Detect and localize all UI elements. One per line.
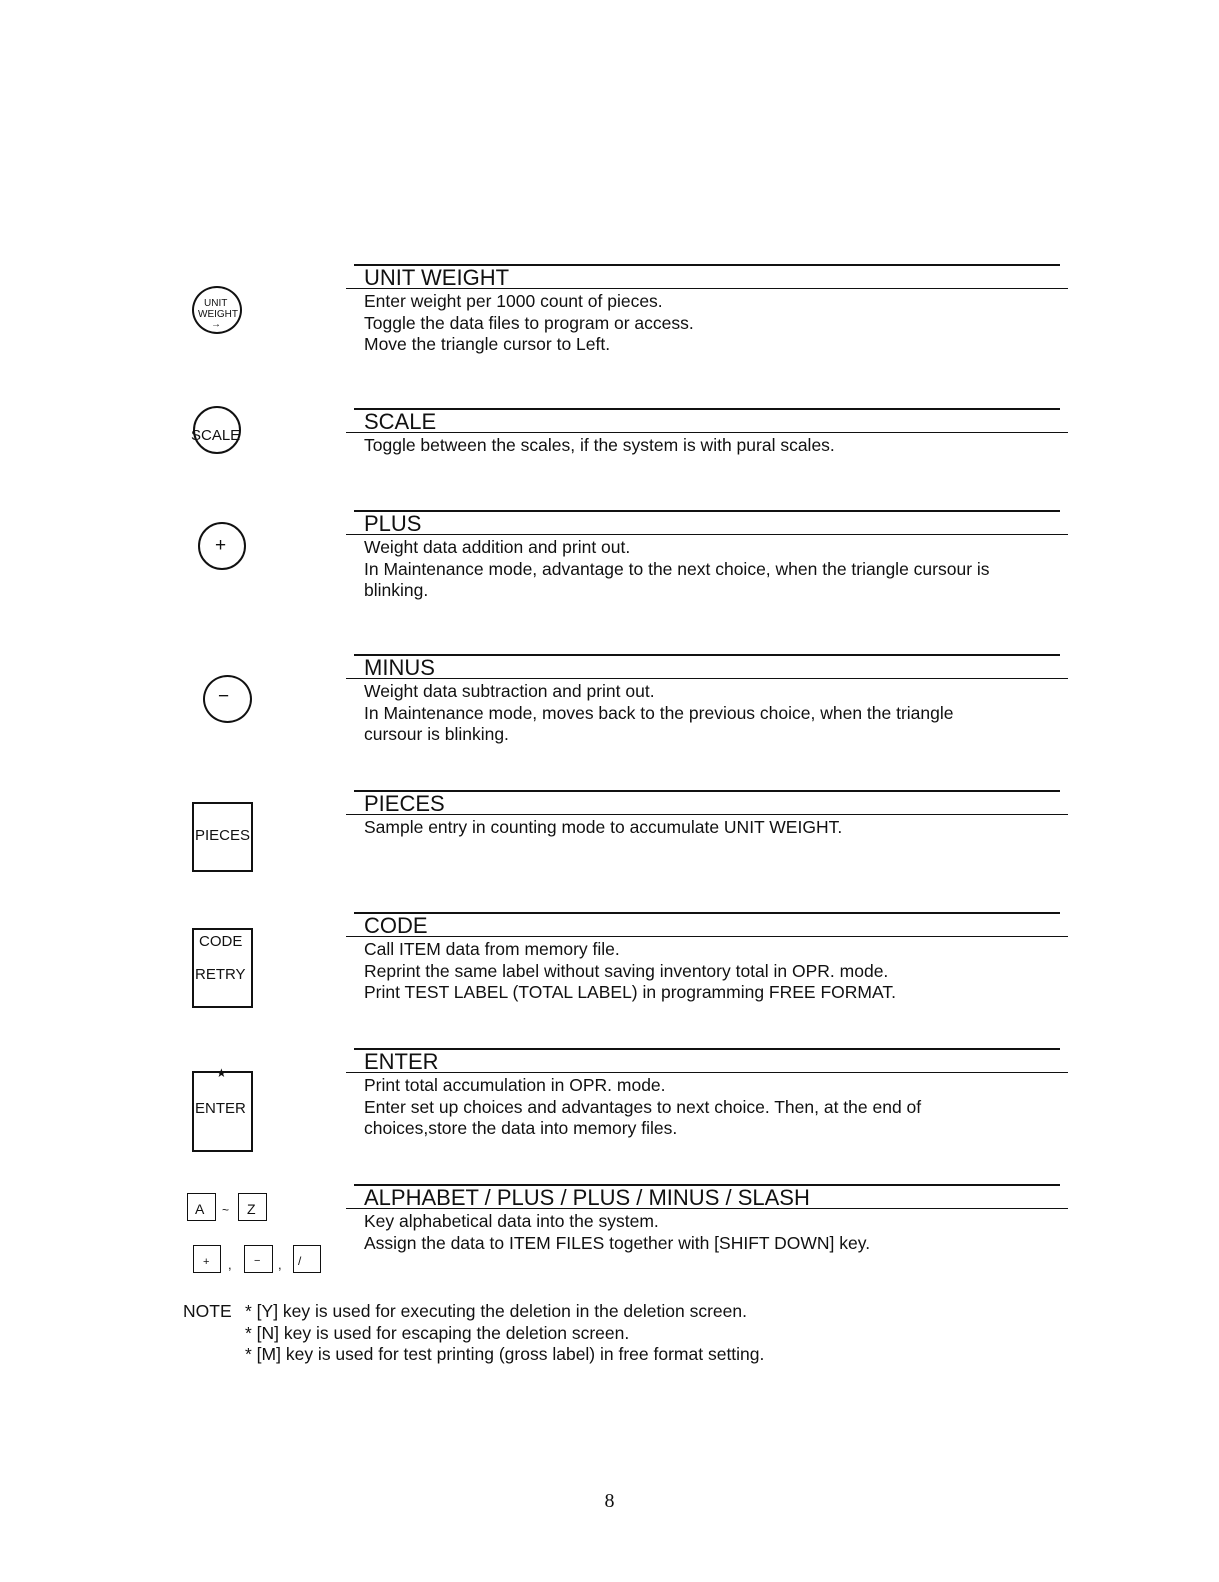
- plus-key-label: +: [215, 535, 227, 556]
- page-number: 8: [604, 1490, 615, 1512]
- description-line: Key alphabetical data into the system.: [364, 1211, 659, 1231]
- description-line: Toggle between the scales, if the system is with pural scales.: [364, 435, 835, 455]
- description-line: Weight data subtraction and print out.: [364, 681, 655, 701]
- scale-heading: SCALE: [364, 409, 437, 434]
- section-bottom-rule: [346, 534, 1068, 535]
- description-line: Move the triangle cursor to Left.: [364, 334, 611, 354]
- description-line: Print TEST LABEL (TOTAL LABEL) in programming FREE FORMAT.: [364, 982, 896, 1002]
- description-line: choices,store the data into memory files.: [364, 1118, 678, 1138]
- key-plus-label: +: [203, 1256, 210, 1268]
- note-item: * [N] key is used for escaping the deletion screen.: [245, 1322, 630, 1343]
- description-line: Enter set up choices and advantages to next choice. Then, at the end of: [364, 1096, 922, 1117]
- tilde-separator: ~: [222, 1203, 230, 1217]
- section-bottom-rule: [346, 1072, 1068, 1073]
- description-line: blinking.: [364, 580, 429, 600]
- key-z-icon: [238, 1193, 267, 1221]
- enter-description: [364, 1075, 921, 1140]
- code-heading: CODE: [364, 913, 428, 938]
- section-bottom-rule: [346, 936, 1068, 937]
- unit-weight-key-icon: [192, 286, 242, 334]
- plus-key-icon: [198, 522, 246, 570]
- section-bottom-rule: [346, 288, 1068, 289]
- alphabet-heading: ALPHABET / PLUS / PLUS / MINUS / SLASH: [364, 1185, 810, 1210]
- star-icon: ★: [216, 1066, 227, 1080]
- section-top-rule: [354, 654, 1060, 656]
- pieces-description: [364, 817, 842, 839]
- unit-weight-key-label-1: UNIT: [204, 298, 228, 309]
- key-a-icon: [187, 1193, 216, 1221]
- key-minus-icon: [244, 1245, 273, 1273]
- arrow-right-icon: →: [211, 319, 221, 330]
- description-line: Sample entry in counting mode to accumulate UNIT WEIGHT.: [364, 817, 843, 837]
- code-key-label: CODE: [199, 933, 243, 950]
- description-line: Assign the data to ITEM FILES together with [SHIFT DOWN] key.: [364, 1232, 871, 1253]
- minus-key-icon: [203, 675, 252, 723]
- scale-description: [364, 435, 835, 457]
- code-retry-key-icon: [192, 928, 253, 1008]
- unit-weight-heading: UNIT WEIGHT: [364, 265, 510, 290]
- note-items: [245, 1301, 764, 1366]
- key-plus-icon: [193, 1245, 221, 1273]
- description-line: In Maintenance mode, moves back to the previous choice, when the triangle: [364, 702, 954, 723]
- description-line: Weight data addition and print out.: [364, 537, 631, 557]
- code-description: [364, 939, 896, 1004]
- description-line: In Maintenance mode, advantage to the next choice, when the triangle cursour is: [364, 558, 990, 579]
- description-line: Enter weight per 1000 count of pieces.: [364, 291, 663, 311]
- note-item: * [M] key is used for test printing (gross label) in free format setting.: [245, 1344, 765, 1364]
- key-a-label: A: [195, 1201, 205, 1217]
- key-slash-icon: [293, 1245, 321, 1273]
- key-z-label: Z: [247, 1201, 256, 1217]
- section-top-rule: [354, 1048, 1060, 1050]
- description-line: Call ITEM data from memory file.: [364, 939, 620, 959]
- minus-key-label: −: [218, 686, 230, 707]
- minus-heading: MINUS: [364, 655, 435, 680]
- unit-weight-description: [364, 291, 694, 356]
- section-top-rule: [354, 790, 1060, 792]
- pieces-heading: PIECES: [364, 791, 445, 816]
- section-bottom-rule: [346, 432, 1068, 433]
- description-line: Print total accumulation in OPR. mode.: [364, 1075, 666, 1095]
- section-bottom-rule: [346, 1208, 1068, 1209]
- retry-key-label: RETRY: [195, 966, 246, 983]
- section-bottom-rule: [346, 814, 1068, 815]
- scale-key-label: SCALE: [191, 427, 241, 444]
- unit-weight-key-label-2: WEIGHT: [198, 309, 238, 320]
- plus-description: [364, 537, 990, 602]
- section-top-rule: [354, 912, 1060, 914]
- section-bottom-rule: [346, 678, 1068, 679]
- enter-key-icon: [192, 1066, 253, 1152]
- key-minus-label: −: [254, 1255, 261, 1267]
- plus-heading: PLUS: [364, 511, 422, 536]
- enter-key-label: ENTER: [195, 1100, 246, 1117]
- note-item: * [Y] key is used for executing the deletion in the deletion screen.: [245, 1301, 747, 1321]
- section-top-rule: [354, 408, 1060, 410]
- minus-description: [364, 681, 954, 746]
- key-slash-label: /: [298, 1254, 302, 1268]
- enter-heading: ENTER: [364, 1049, 439, 1074]
- description-line: Toggle the data files to program or access.: [364, 312, 694, 333]
- description-line: Reprint the same label without saving inventory total in OPR. mode.: [364, 960, 889, 981]
- alphabet-description: [364, 1211, 870, 1254]
- note-label: NOTE: [183, 1301, 232, 1321]
- pieces-key-label: PIECES: [195, 827, 251, 844]
- comma-separator-1: ,: [228, 1257, 232, 1272]
- comma-separator-2: ,: [278, 1257, 282, 1272]
- section-top-rule: [354, 510, 1060, 512]
- description-line: cursour is blinking.: [364, 724, 509, 744]
- pieces-key-icon: [192, 802, 253, 872]
